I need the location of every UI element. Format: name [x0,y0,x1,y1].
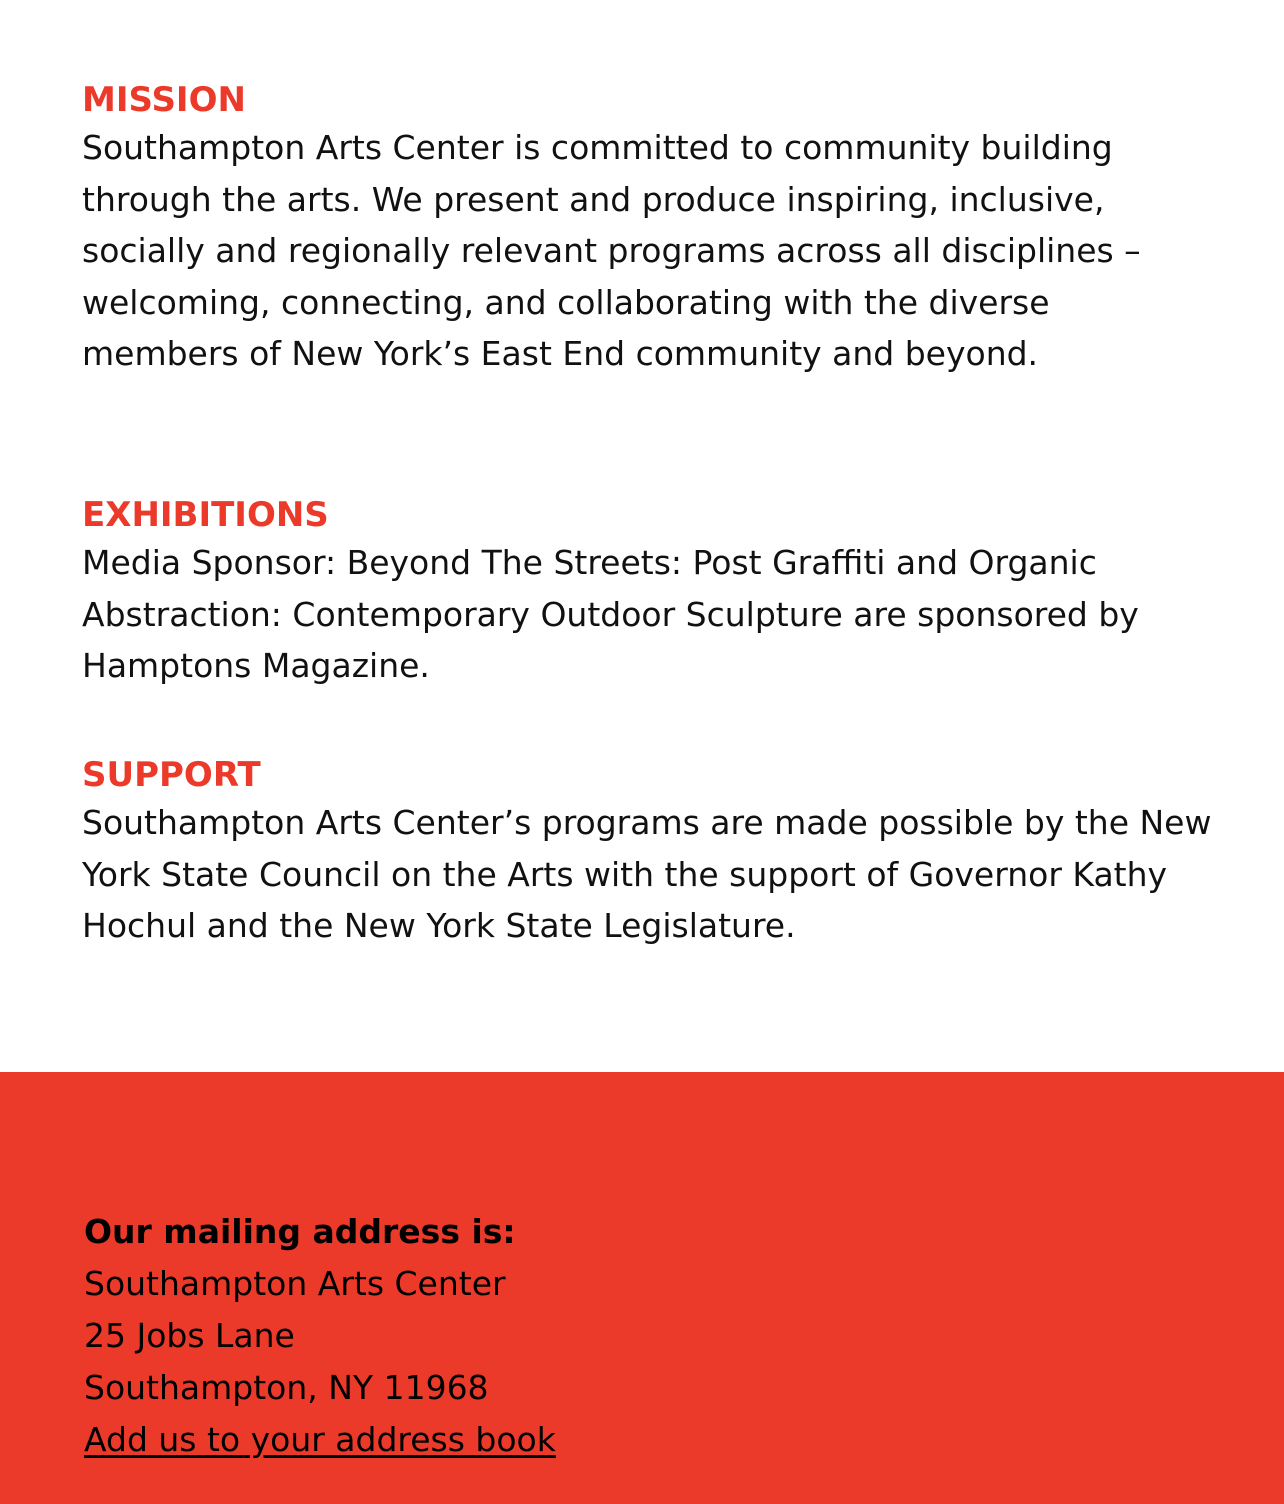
mission-heading: MISSION [82,80,246,120]
support-section [82,753,1212,952]
add-to-address-book-link[interactable]: Add us to your address book [84,1420,556,1459]
address-org-name: Southampton Arts Center [84,1264,506,1303]
mission-text: Southampton Arts Center is committed to community building through the arts. We present and produce inspiring, inclusive, socially and regionally relevant programs across all disciplines – welcoming, connecting, and collaborating with the diverse members of New York’s East End community and beyond. [82,128,1141,373]
mailing-address [84,1206,984,1466]
support-heading: SUPPORT [82,755,261,795]
exhibitions-section [82,493,1212,692]
footer [0,1072,1284,1504]
address-heading: Our mailing address is: [84,1212,516,1251]
exhibitions-heading: EXHIBITIONS [82,495,329,535]
address-street: 25 Jobs Lane [84,1316,295,1355]
address-city-state-zip: Southampton, NY 11968 [84,1368,489,1407]
mission-section [82,78,1212,380]
support-text: Southampton Arts Center’s programs are made possible by the New York State Council on the Arts with the support of Governor Kathy Hochul and the New York State Legislature. [82,803,1212,945]
exhibitions-text: Media Sponsor: Beyond The Streets: Post Graffiti and Organic Abstraction: Contemporary Outdoor Sculpture are sponsored by Hamptons Magazine. [82,543,1139,685]
